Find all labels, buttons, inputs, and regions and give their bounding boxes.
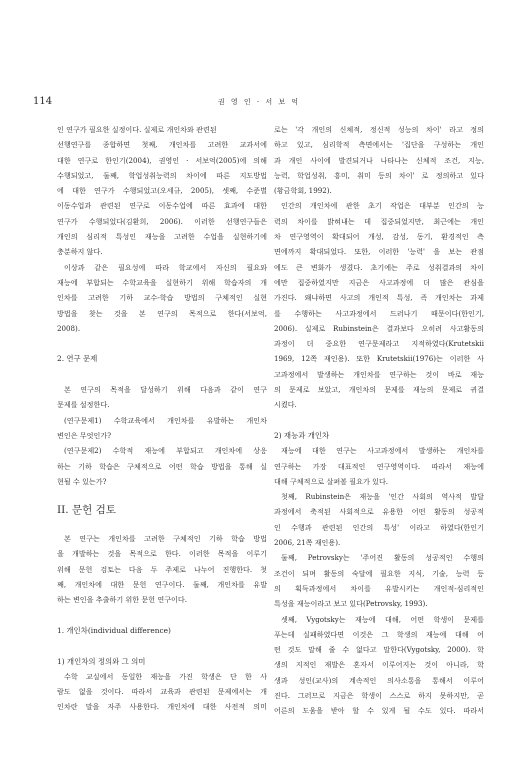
text-line: 차 연구영역이 확대되어 개성, 감성, 동기, 환경적인 측: [274, 232, 484, 242]
text-line: 하는 기하 학습은 구체적으로 어떤 학습 방법을 통해 실: [57, 461, 267, 471]
text-line: 의 획득과정에서 차이를 유발시키는 개인적-심리적인: [274, 583, 484, 593]
text-line: 떤 것도 말해 줄 수 없다고 말한다(Vygotsky, 2000). 학: [274, 645, 484, 655]
text-line: 에 대한 연구가 수행되었고(오세규, 2005), 셋째, 수준별: [57, 186, 267, 196]
text-line: 진다. 그러므로 지금은 학생이 스스로 하지 못하지만, 곧: [274, 690, 484, 700]
text-line: (황금학회, 1992).: [274, 186, 332, 196]
text-line: 첫째, Rubinstein은 재능을 '인간 사회의 역사적 발달: [281, 492, 484, 502]
text-line: 연구하는 가장 대표적인 연구영역이다. 따라서 재능에: [274, 461, 484, 471]
text-line: 2006, 21쪽 재인용).: [274, 538, 341, 548]
text-line: 방법을 찾는 것을 본 연구의 목적으로 한다(서보억,: [57, 308, 267, 318]
text-line: 변인은 무엇인가?: [57, 430, 112, 440]
text-line: 하고 있고, 심리학적 측면에서는 '집단을 구성하는 개인: [274, 140, 484, 150]
text-line: 충분하지 않다.: [57, 247, 103, 257]
text-line: 에도 큰 변화가 생겼다. 초기에는 주로 성취결과의 차이: [274, 262, 484, 272]
chapter-heading: II. 문헌 검토: [57, 504, 116, 517]
text-line: 어른의 도움을 받아 할 수 있게 될 수도 있다. 따라서: [274, 706, 484, 716]
section-heading: 1. 개인차(individual difference): [57, 625, 171, 635]
text-line: 2008).: [57, 323, 81, 333]
spacer: [57, 367, 267, 382]
text-line: 하는 변인을 추출하기 위한 문헌 연구이다.: [57, 595, 188, 605]
text-line: 대해 구체적으로 살펴볼 필요가 있다.: [274, 476, 389, 486]
spacer: [57, 523, 267, 531]
text-line: 과정에서 축적된 사회적으로 유용한 어떤 활동의 성공적: [274, 507, 484, 517]
text-line: 인차를 고려한 기하 교수-학습 방법의 구체적인 실현: [57, 293, 267, 303]
text-line: 본 연구는 개인차를 고려한 구체적인 기하 학습 방법: [64, 534, 267, 544]
text-line: 인 수행과 관련된 인간의 특성' 이라고 하였다(한인기: [274, 522, 484, 532]
text-line: 2006). 실제로 Rubinstein은 결과보다 오히려 사고활동의: [274, 323, 484, 333]
text-line: 문제를 설정한다.: [57, 400, 110, 410]
spacer: [57, 638, 267, 653]
section-heading: 2) 재능과 개인차: [274, 430, 330, 440]
text-line: 선행연구를 종합하면 첫째, 개인차를 고려한 교과서에: [57, 140, 267, 150]
text-line: 생의 지적인 재발은 혼자서 이루어지는 것이 아니라, 학: [274, 660, 484, 670]
section-heading: 2. 연구 문제: [57, 354, 98, 364]
text-line: 조건이 되며 활동의 숙달에 필요한 지식, 기술, 능력 등: [274, 568, 484, 578]
text-line: 본 연구의 목적을 달성하기 위해 다음과 같이 연구: [64, 385, 267, 395]
text-line: 1969, 12쪽 재인용). 또한 Krutetskii(1976)는 이러한 사: [274, 354, 484, 364]
page-header: [0, 96, 518, 110]
text-line: 생과 성인(교사)의 계속적인 의사소통을 통해서 이루어: [274, 675, 484, 685]
text-line: 를 수행하는 사고과정에서 드러나기 때문이다(한인기,: [274, 308, 484, 318]
text-line: 재능에 부합되는 수학교육을 실현하기 위해 학습자의 개: [57, 277, 267, 287]
spacer: [57, 489, 267, 497]
text-line: 수행되었고, 둘째, 학업성취능력의 차이에 따른 지도방법: [57, 170, 267, 180]
text-line: 대한 연구로 한인기(2004), 권영인 · 서보억(2005)에 의해: [57, 155, 267, 165]
text-line: 인간의 개인차에 관한 초기 작업은 대부분 인간의 능: [281, 201, 484, 211]
text-line: 현될 수 있는가?: [57, 476, 107, 486]
text-line: 위해 문헌 검토는 다음 두 주제로 나누어 진행한다. 첫: [57, 564, 267, 574]
text-line: 둘째, Petrovsky는 '주어진 활동의 성공적인 수행의: [281, 553, 484, 563]
spacer: [274, 413, 484, 428]
text-line: 고과정에서 발생하는 개인차를 연구하는 것이 바로 재능: [274, 369, 484, 379]
text-line: 력의 차이를 밝혀내는 데 집중되었지만, 최근에는 개인: [274, 216, 484, 226]
text-line: 연구가 수행되었다(김환희, 2006). 이러한 선행연구들은: [57, 216, 267, 226]
text-line: 시켰다.: [274, 400, 297, 410]
spacer: [57, 608, 267, 623]
text-line: 의 문제로 보았고, 개인차의 문제를 재능의 문제로 귀결: [274, 385, 484, 395]
running-head: 권 영 인 · 서 보 억: [217, 98, 301, 106]
text-line: 인 연구가 필요한 실정이다. 실제로 개인차와 관련된: [57, 125, 217, 134]
right-column: [274, 122, 484, 719]
text-line: 수학 교실에서 동일한 재능을 가진 학생은 단 한 사: [64, 671, 267, 681]
text-line: 가진다. 왜냐하면 사고의 개인적 특성, 즉 개인차는 과제: [274, 293, 484, 303]
text-line: 셋째, Vygotsky는 재능에 대해, 어떤 학생이 문제를: [281, 614, 484, 624]
text-line: (연구문제1) 수학교육에서 개인차를 유발하는 개인차: [64, 415, 267, 425]
text-line: 에만 집중하였지만 지금은 사고과정에 더 많은 관심을: [274, 277, 484, 287]
spacer: [57, 336, 267, 351]
text-line: 과정이 더 중요한 연구문제라고 지적하였다(Krutetskii: [274, 339, 484, 349]
text-line: 째, 개인차에 대한 문헌 연구이다. 둘째, 개인차를 유발: [57, 580, 267, 590]
text-line: 을 개발하는 것을 목적으로 한다. 이러한 목적을 이루기: [57, 549, 267, 559]
text-line: 면에까지 확대되었다. 또한, 이러한 '능력' 을 보는 관점: [274, 247, 484, 257]
text-line: (연구문제2) 수학적 재능에 부합되고 개인차에 상응: [64, 446, 267, 456]
section-heading: 1) 개인차의 정의와 그 의미: [57, 656, 146, 666]
text-line: 람도 없을 것이다. 따라서 교육과 관련된 문제에서는 개: [57, 687, 267, 697]
text-line: 이동수업과 관련된 연구로 이동수업에 따른 효과에 대한: [57, 201, 267, 211]
left-column: [57, 122, 267, 715]
text-line: 과 개인 사이에 발견되거나 나타나는 신체적 조건, 지능,: [274, 155, 484, 165]
text-line: 특성을 재능이라고 보고 있다(Petrovsky, 1993).: [274, 599, 428, 609]
text-line: 재능에 대한 연구는 사고과정에서 발생하는 개인차를: [281, 446, 484, 456]
text-line: 푸는데 실패하였다면 이것은 그 학생의 재능에 대해 어: [274, 629, 484, 639]
text-line: 로는 '각 개인의 신체적, 정신적 성능의 차이' 라고 정의: [274, 125, 484, 134]
text-line: 인차란 말을 자주 사용한다. 개인차에 대한 사전적 의미: [57, 702, 267, 712]
text-line: 이상과 같은 필요성에 따라 학교에서 자신의 필요와: [64, 262, 267, 272]
page-number: 114: [33, 96, 53, 107]
text-line: 능력, 학업성취, 흥미, 취미 등의 차이' 로 정의하고 있다: [274, 170, 484, 180]
text-line: 개인의 심리적 특성인 재능을 고려한 수업을 실현하기에: [57, 232, 267, 242]
